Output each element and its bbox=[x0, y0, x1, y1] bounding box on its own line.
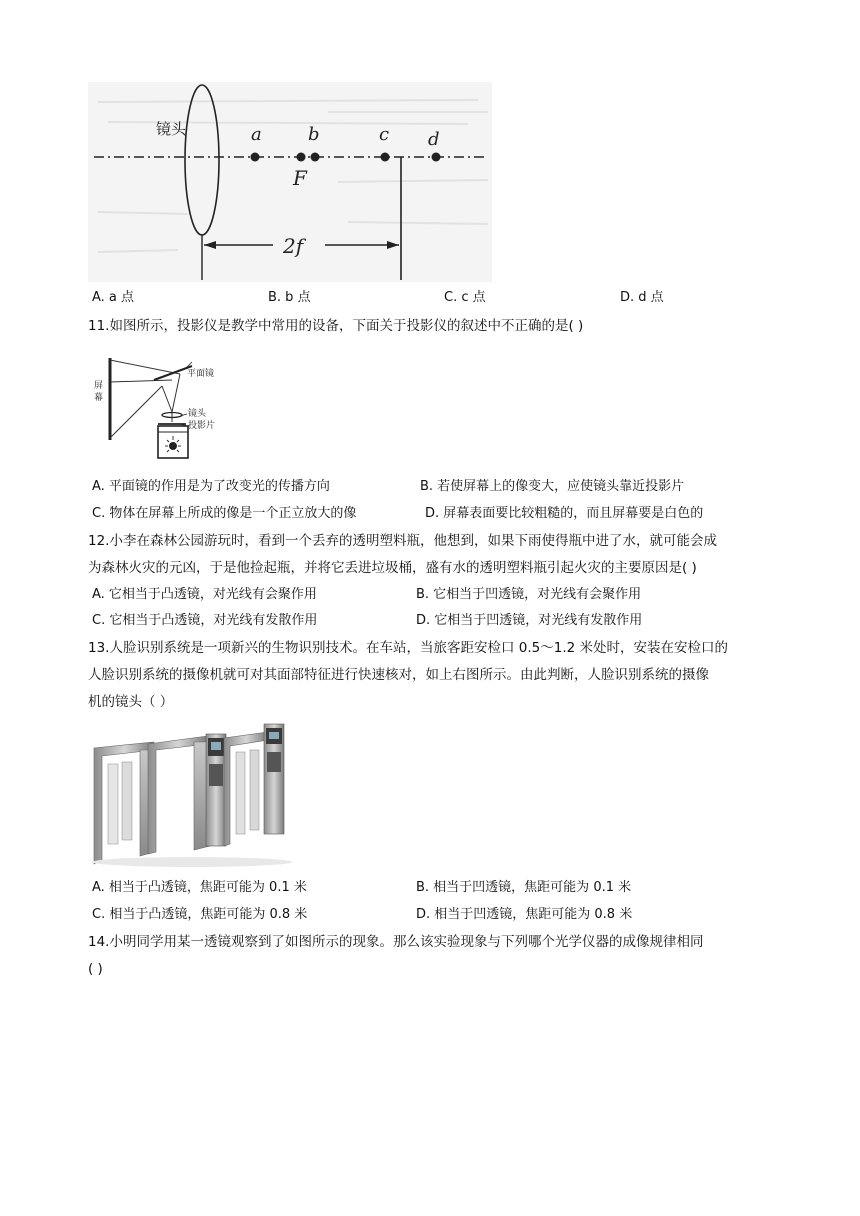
q12-option-c[interactable]: C. 它相当于凸透镜，对光线有发散作用 bbox=[92, 613, 318, 628]
q12-stem-line-2: 为森林火灾的元凶，于是他捡起瓶，并将它丢进垃圾桶，盛有水的透明塑料瓶引起火灾的主要原因是( ) bbox=[88, 560, 697, 576]
q10-option-d[interactable]: D. d 点 bbox=[620, 290, 664, 305]
point-c-dot bbox=[381, 153, 390, 162]
screen-label-1: 屏 bbox=[94, 381, 104, 391]
q12-stem-line-1: 12.小李在森林公园游玩时，看到一个丢弃的透明塑料瓶，他想到，如果下雨使得瓶中进了水，就可能会成 bbox=[88, 533, 717, 549]
label-a: a bbox=[251, 124, 262, 145]
lens-label-projector: 镜头 bbox=[188, 409, 207, 419]
lens-label: 镜头 bbox=[156, 120, 187, 138]
q12-option-b[interactable]: B. 它相当于凹透镜，对光线有会聚作用 bbox=[416, 587, 642, 602]
label-c: c bbox=[379, 124, 390, 145]
label-b: b bbox=[308, 124, 320, 145]
slide-label: 投影片 bbox=[188, 421, 216, 431]
q12-option-d[interactable]: D. 它相当于凹透镜，对光线有发散作用 bbox=[416, 613, 643, 628]
label-2f: 2f bbox=[283, 234, 304, 258]
point-f-dot bbox=[297, 153, 306, 162]
q11-option-b[interactable]: B. 若使屏幕上的像变大，应使镜头靠近投影片 bbox=[420, 479, 685, 494]
q12-option-a[interactable]: A. 它相当于凸透镜，对光线有会聚作用 bbox=[92, 587, 317, 602]
q13-option-b[interactable]: B. 相当于凹透镜，焦距可能为 0.1 米 bbox=[416, 880, 632, 895]
point-d-dot bbox=[432, 153, 441, 162]
screen-label-2: 幕 bbox=[94, 393, 104, 403]
q13-option-d[interactable]: D. 相当于凹透镜，焦距可能为 0.8 米 bbox=[416, 907, 633, 922]
q10-option-b[interactable]: B. b 点 bbox=[268, 290, 311, 305]
q11-option-c[interactable]: C. 物体在屏幕上所成的像是一个正立放大的像 bbox=[92, 506, 357, 521]
q10-option-a[interactable]: A. a 点 bbox=[92, 290, 135, 305]
label-d: d bbox=[428, 129, 440, 150]
q11-option-d[interactable]: D. 屏幕表面要比较粗糙的，而且屏幕要是白色的 bbox=[425, 506, 704, 521]
lens-diagram bbox=[88, 82, 492, 282]
q11-option-a[interactable]: A. 平面镜的作用是为了改变光的传播方向 bbox=[92, 479, 330, 494]
q14-stem-line-2: ( ) bbox=[88, 961, 103, 977]
q10-option-c[interactable]: C. c 点 bbox=[444, 290, 486, 305]
point-b-dot bbox=[311, 153, 320, 162]
q13-stem-line-3: 机的镜头（ ） bbox=[88, 694, 174, 710]
q13-stem-line-2: 人脸识别系统的摄像机就可对其面部特征进行快速核对，如上右图所示。由此判断，人脸识别系统的摄像 bbox=[88, 667, 709, 683]
face-recognition-gates-image bbox=[88, 720, 296, 870]
q13-option-c[interactable]: C. 相当于凸透镜，焦距可能为 0.8 米 bbox=[92, 907, 308, 922]
point-a-dot bbox=[251, 153, 260, 162]
q14-stem-line-1: 14.小明同学用某一透镜观察到了如图所示的现象。那么该实验现象与下列哪个光学仪器的成像规律相同 bbox=[88, 934, 704, 950]
q13-stem-line-1: 13.人脸识别系统是一项新兴的生物识别技术。在车站，当旅客距安检口 0.5～1.2 米处时，安装在安检口的 bbox=[88, 640, 728, 656]
projector-diagram bbox=[92, 352, 222, 462]
q11-stem: 11.如图所示，投影仪是教学中常用的设备，下面关于投影仪的叙述中不正确的是( ) bbox=[88, 318, 584, 334]
q13-option-a[interactable]: A. 相当于凸透镜，焦距可能为 0.1 米 bbox=[92, 880, 307, 895]
label-f: F bbox=[293, 166, 307, 190]
mirror-label: 平面镜 bbox=[187, 369, 215, 379]
